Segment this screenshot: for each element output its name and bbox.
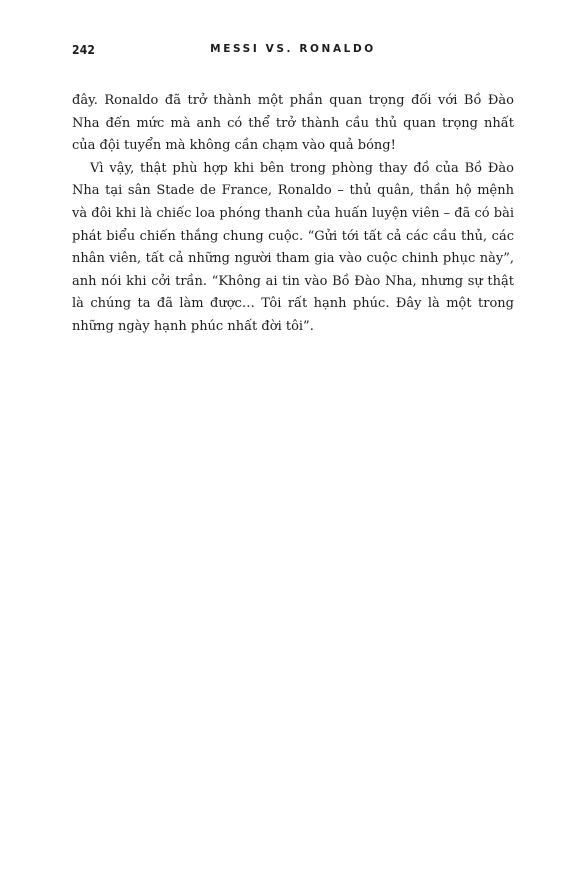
paragraph: Vì vậy, thật phù hợp khi bên trong phòng thay đồ của Bồ Đào Nha tại sân Stade de France, Ronaldo – thủ quân, thần hộ mệnh và đôi khi là chiếc loa phóng thanh của huấn luyện viên – đã có bài phát biểu chiến thắng chung cuộc. “Gửi tới tất cả các cầu thủ, các nhân viên, tất cả những người tham gia vào cuộc chinh phục này”, anh nói khi cởi trần. “Không ai tin vào Bồ Đào Nha, nhưng sự thật là chúng ta đã làm được… Tôi rất hạnh phúc. Đây là một trong những ngày hạnh phúc nhất đời tôi”. [72,160,514,334]
paragraph-continuation: đây. Ronaldo đã trở thành một phần quan trọng đối với Bồ Đào Nha đến mức mà anh có thể trở thành cầu thủ quan trọng nhất của đội tuyển mà không cần chạm vào quả bóng! [72,93,514,154]
running-title: MESSI VS. RONALDO [210,43,376,55]
page-number: 242 [72,43,96,57]
body-text [72,90,514,339]
page-header [72,43,514,59]
